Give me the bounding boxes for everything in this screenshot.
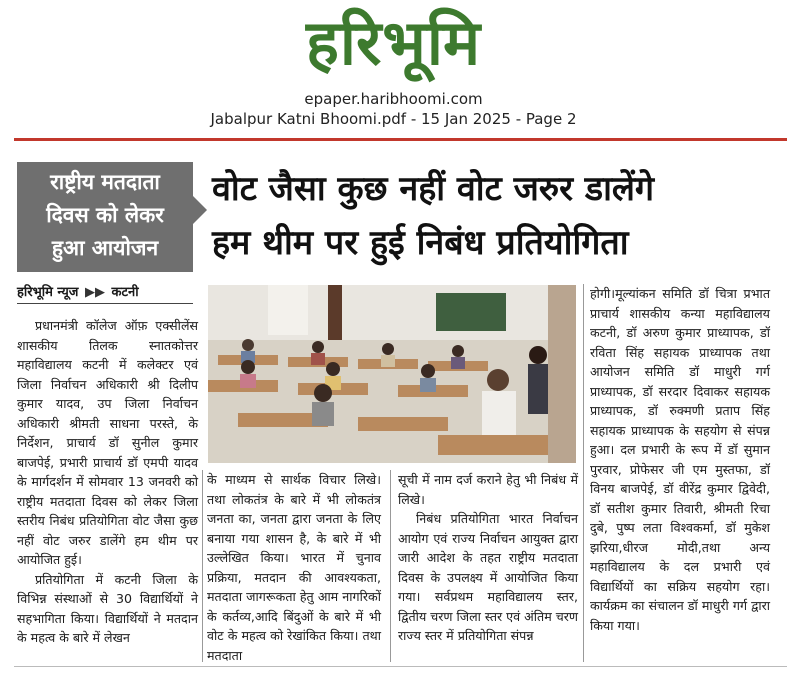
masthead-divider	[14, 138, 787, 141]
paragraph: के माध्यम से सार्थक विचार लिखे। तथा लोकतंत्र के बारे में भी लोकतंत्र जनता का, जनता द्वारा जनता के लिए बनाया गया शासन है, के बारे में भी उल्लेखित किया। भारत में चुनाव प्रक्रिया, मतदान की आवश्यकता, मतदाता जागरूकता हेतु आम नागरिकों के कर्तव्य,आदि बिंदुओं के बारे में भी वोट के महत्व को रेखांकित किया। तथा मतदाता	[207, 472, 381, 663]
column-divider	[202, 470, 203, 662]
article-column-4	[590, 284, 770, 635]
article-column-1	[17, 316, 198, 648]
paragraph: प्रधानमंत्री कॉलेज ऑफ़ एक्सीलेंस शासकीय तिलक स्नातकोत्तर महाविद्यालय कटनी में कलेक्टर एवं जिला निर्वाचन अधिकारी श्री दिलीप कुमार यादव, उप जिला निर्वाचन अधिकारी श्रीमती साधना परस्ते, के निर्देशन, प्राचार्य डॉ सुनील कुमार बाजपेई, प्रभारी प्राचार्य डॉ एमपी यादव के मार्गदर्शन में सोमवार 13 जनवरी को राष्ट्रीय मतदाता दिवस को लेकर जिला स्तरीय निबंध प्रतियोगिता वोट जैसा कुछ नहीं वोट जरुर डालेंगे हम थीम पर आयोजित हुई।	[17, 318, 198, 567]
double-arrow-icon: ▶▶	[84, 285, 105, 300]
kicker-line: दिवस को लेकर	[46, 203, 164, 227]
paragraph: होगी।मूल्यांकन समिति डॉ चित्रा प्रभात प्राचार्य शासकीय कन्या महाविद्यालय कटनी, डॉ अरुण कुमार प्राध्यापक, डॉ रविता सिंह सहायक प्राध्यापक तथा आयोजन समिति डॉ माधुरी गर्ग प्राध्यापक, डॉ सरदार दिवाकर सहायक प्राध्यापक, डॉ रुक्मणी प्रताप सिंह सहायक प्राध्यापक के सहयोग से संपन्न हुआ। दल प्रभारी के रूप में डॉ सुमान पुरवार, प्रोफेसर जी एम मुस्तफा, डॉ विनय बाजपेई, डॉ वीरेंद्र कुमार द्विवेदी, डॉ सतीश कुमार तिवारी, श्रीमती रिचा दुबे, पुष्प लता विश्वकर्मा, डॉ मुकेश झरिया,धीरज मोदी,तथा अन्य महाविद्यालय के दल प्रभारी एवं विद्यार्थियों का सक्रिय सहयोग रहा। कार्यक्रम का संचालन डॉ माधुरी गर्ग द्वारा किया गया।	[590, 286, 770, 633]
paragraph: सूची में नाम दर्ज कराने हेतु भी निबंध में लिखे।	[398, 472, 578, 507]
kicker-line: राष्ट्रीय मतदाता	[50, 170, 160, 194]
byline-agency: हरिभूमि न्यूज	[17, 285, 79, 300]
masthead	[0, 0, 787, 140]
column-divider	[583, 284, 584, 662]
column-divider	[390, 470, 391, 662]
classroom-photo-illustration	[208, 285, 576, 463]
byline-place: कटनी	[111, 285, 139, 300]
article-photo	[208, 285, 576, 463]
headline	[212, 162, 772, 270]
kicker-line: हुआ आयोजन	[51, 236, 159, 260]
page-meta: Jabalpur Katni Bhoomi.pdf - 15 Jan 2025 - Page 2	[210, 110, 577, 128]
article-column-3	[398, 470, 578, 646]
headline-line: हम थीम पर हुई निबंध प्रतियोगिता	[212, 223, 629, 263]
page-bottom-rule	[14, 666, 787, 667]
kicker-box	[17, 162, 193, 272]
newspaper-logo: हरिभूमि	[305, 6, 482, 79]
paragraph: प्रतियोगिता में कटनी जिला के विभिन्न संस्थाओं से 30 विद्यार्थियों ने सहभागिता किया। विद्यार्थियों ने मतदान के महत्व के बारे में लेखन	[17, 571, 198, 645]
kicker-arrow-icon	[193, 196, 207, 224]
headline-line: वोट जैसा कुछ नहीं वोट जरुर डालेंगे	[212, 169, 655, 209]
paragraph: निबंध प्रतियोगिता भारत निर्वाचन आयोग एवं राज्य निर्वाचन आयुक्त द्वारा जारी आदेश के तहत राष्ट्रीय मतदाता दिवस के उपलक्ष्य में आयोजित किया गया। सर्वप्रथम महाविद्यालय स्तर, द्वितीय चरण जिला स्तर एवं अंतिम चरण राज्य स्तर में प्रतियोगिता संपन्न	[398, 511, 578, 643]
byline	[17, 282, 193, 304]
article-column-2	[207, 470, 381, 665]
epaper-url[interactable]: epaper.haribhoomi.com	[304, 90, 483, 108]
